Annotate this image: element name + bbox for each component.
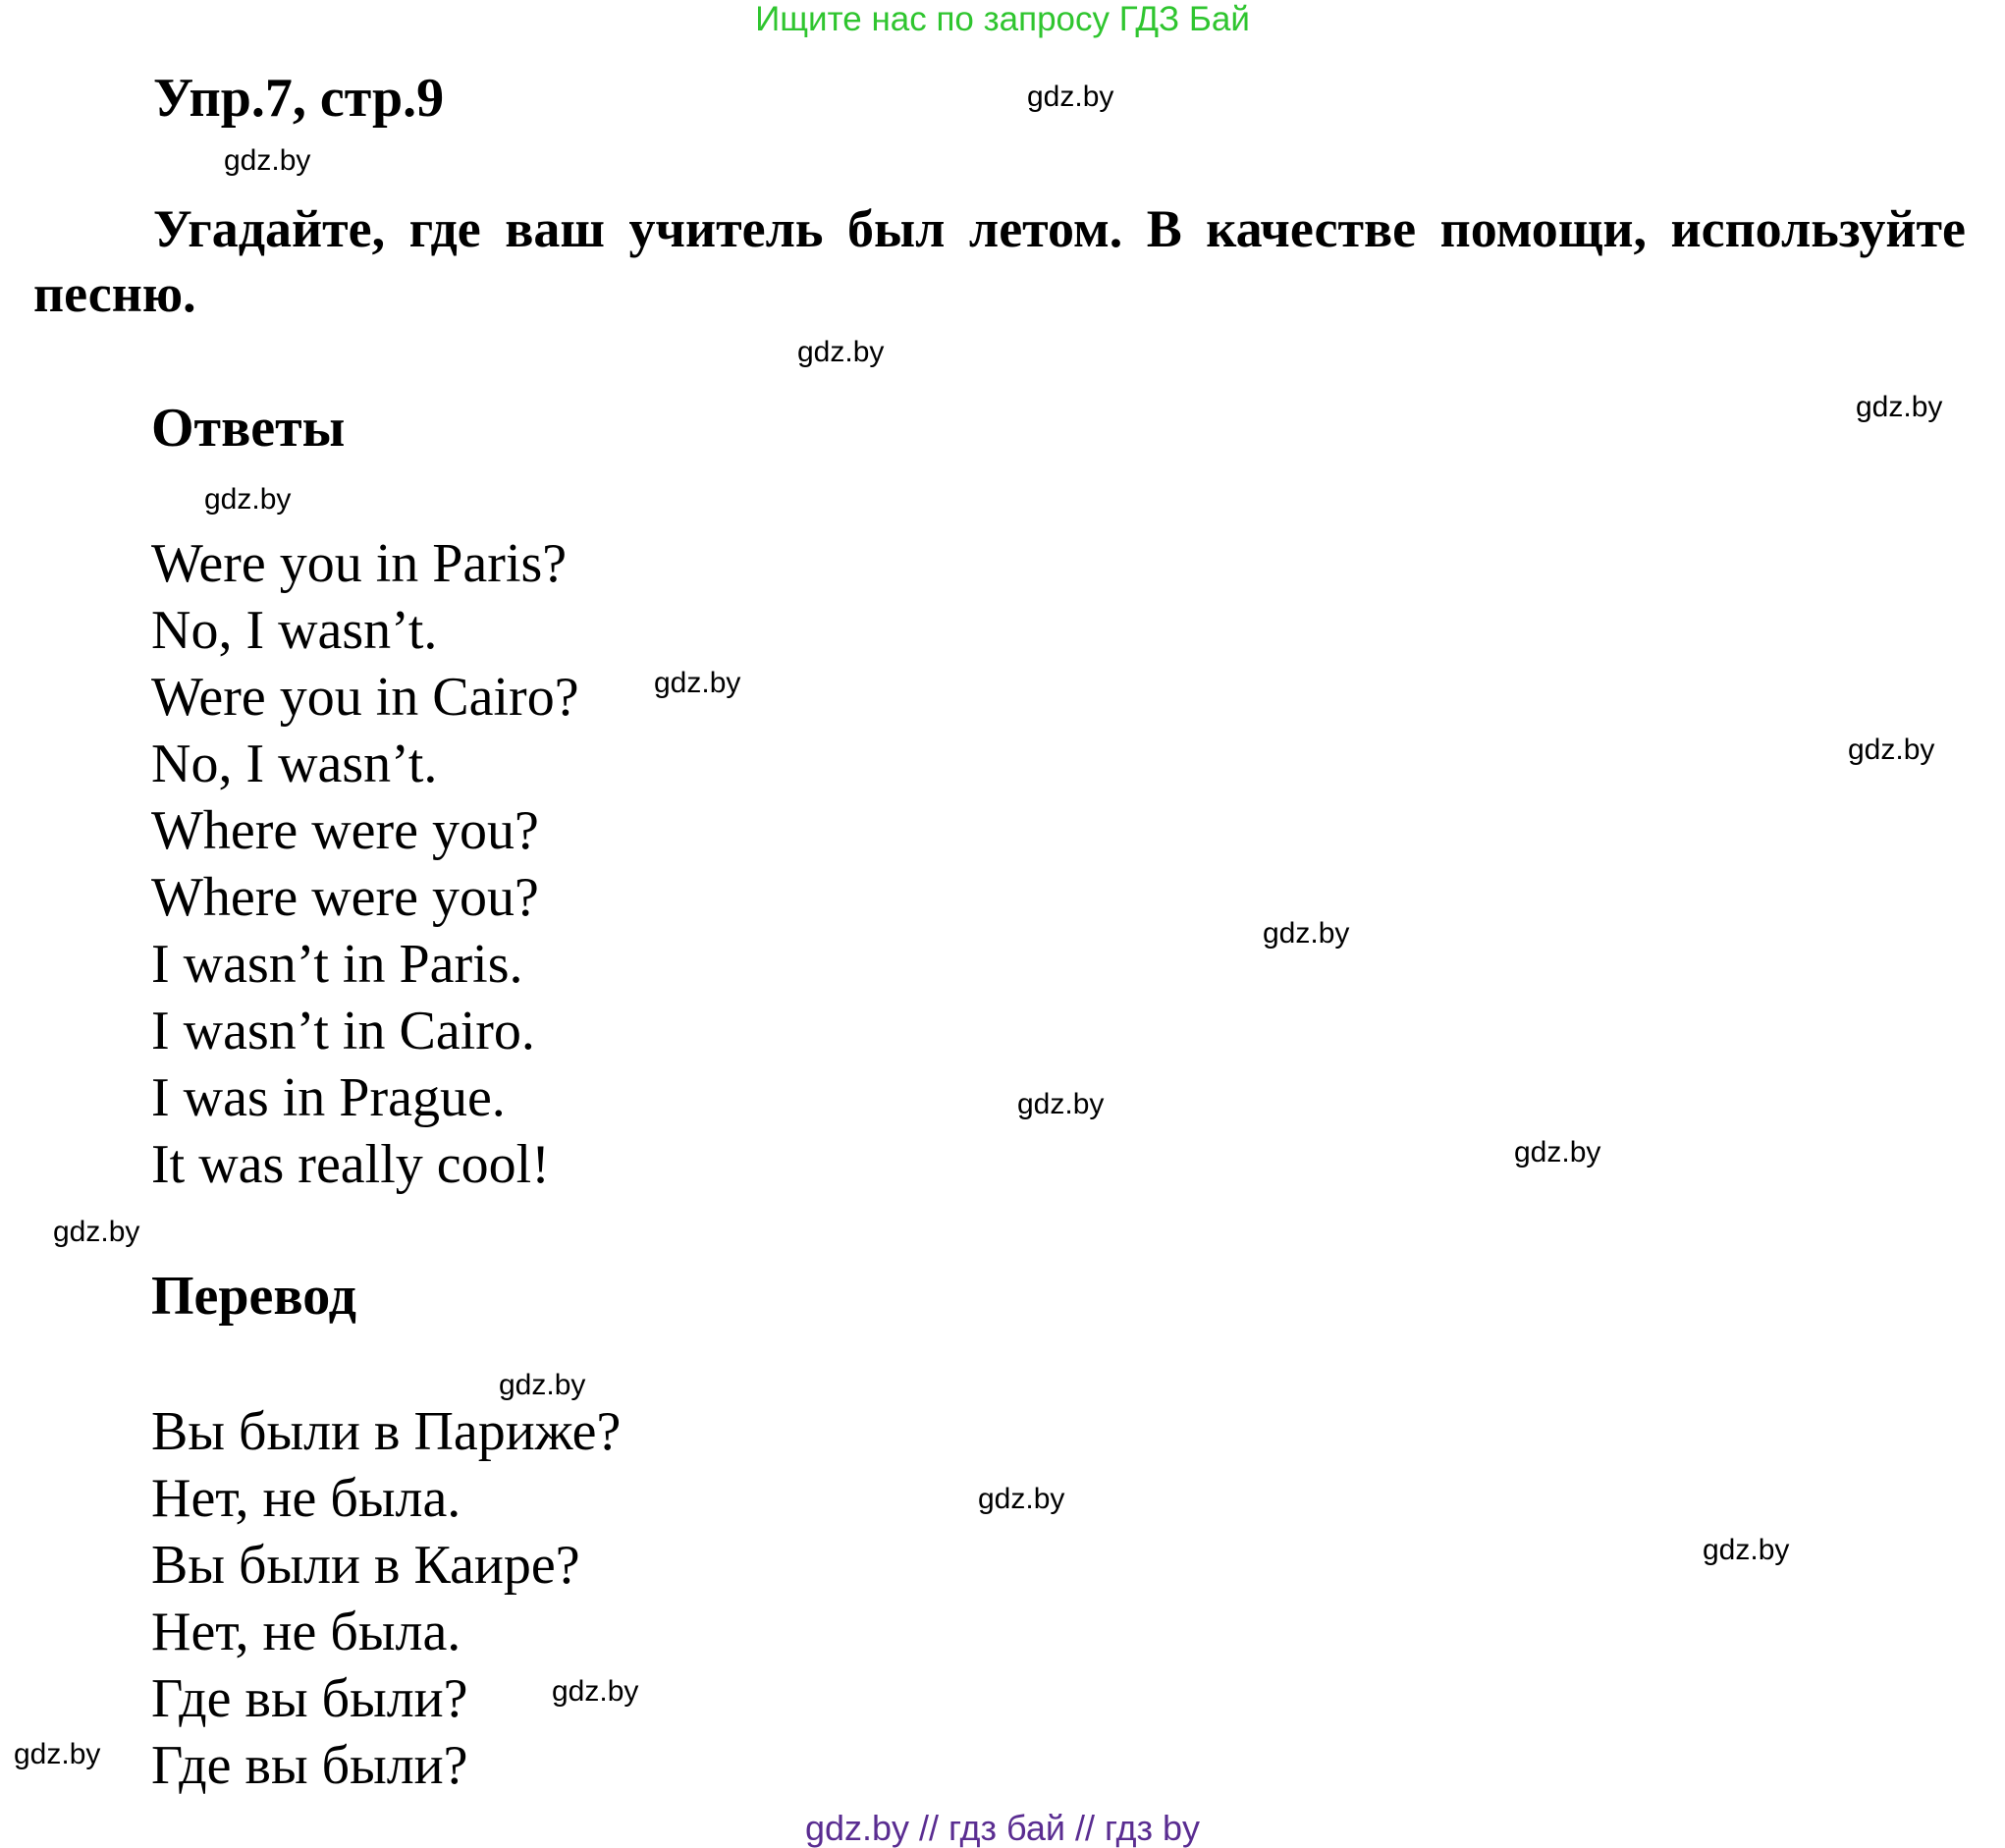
answers-heading: Ответы — [151, 398, 346, 459]
translation-line: Где вы были? — [151, 1735, 468, 1796]
translation-line: Нет, не была. — [151, 1602, 461, 1662]
watermark: gdz.by — [1263, 917, 1350, 950]
watermark: gdz.by — [53, 1216, 140, 1248]
watermark: gdz.by — [797, 336, 885, 368]
watermark: gdz.by — [14, 1738, 101, 1770]
watermark: gdz.by — [1027, 81, 1114, 113]
answer-line: No, I wasn’t. — [151, 600, 438, 661]
translation-line: Нет, не была. — [151, 1468, 461, 1529]
translation-line: Вы были в Париже? — [151, 1401, 622, 1462]
watermark: gdz.by — [224, 144, 311, 177]
answer-line: Were you in Paris? — [151, 533, 568, 594]
translation-line: Где вы были? — [151, 1668, 468, 1729]
answer-line: I wasn’t in Paris. — [151, 934, 523, 995]
answer-line: It was really cool! — [151, 1134, 550, 1195]
exercise-title: Упр.7, стр.9 — [153, 68, 445, 129]
translation-heading: Перевод — [151, 1266, 356, 1327]
watermark: gdz.by — [204, 483, 292, 516]
answer-line: Where were you? — [151, 800, 539, 861]
search-banner: Ищите нас по запросу ГДЗ Бай — [755, 0, 1250, 38]
answer-line: Where were you? — [151, 867, 539, 928]
watermark: gdz.by — [654, 667, 741, 699]
answer-line: I wasn’t in Cairo. — [151, 1001, 535, 1061]
watermark: gdz.by — [552, 1675, 639, 1708]
footer-links: gdz.by // гдз бай // гдз by — [804, 1808, 1201, 1848]
translation-line: Вы были в Каире? — [151, 1535, 580, 1596]
task-text: Угадайте, где ваш учитель был летом. В качестве помощи, используйте песню. — [33, 199, 1966, 323]
watermark: gdz.by — [1017, 1088, 1105, 1120]
answer-line: Were you in Cairo? — [151, 667, 579, 728]
watermark: gdz.by — [1703, 1534, 1790, 1566]
answer-line: I was in Prague. — [151, 1067, 506, 1128]
watermark: gdz.by — [499, 1369, 586, 1401]
watermark: gdz.by — [1848, 734, 1935, 766]
watermark: gdz.by — [978, 1483, 1065, 1515]
watermark: gdz.by — [1856, 391, 1943, 423]
watermark: gdz.by — [1514, 1136, 1601, 1169]
answer-line: No, I wasn’t. — [151, 734, 438, 794]
